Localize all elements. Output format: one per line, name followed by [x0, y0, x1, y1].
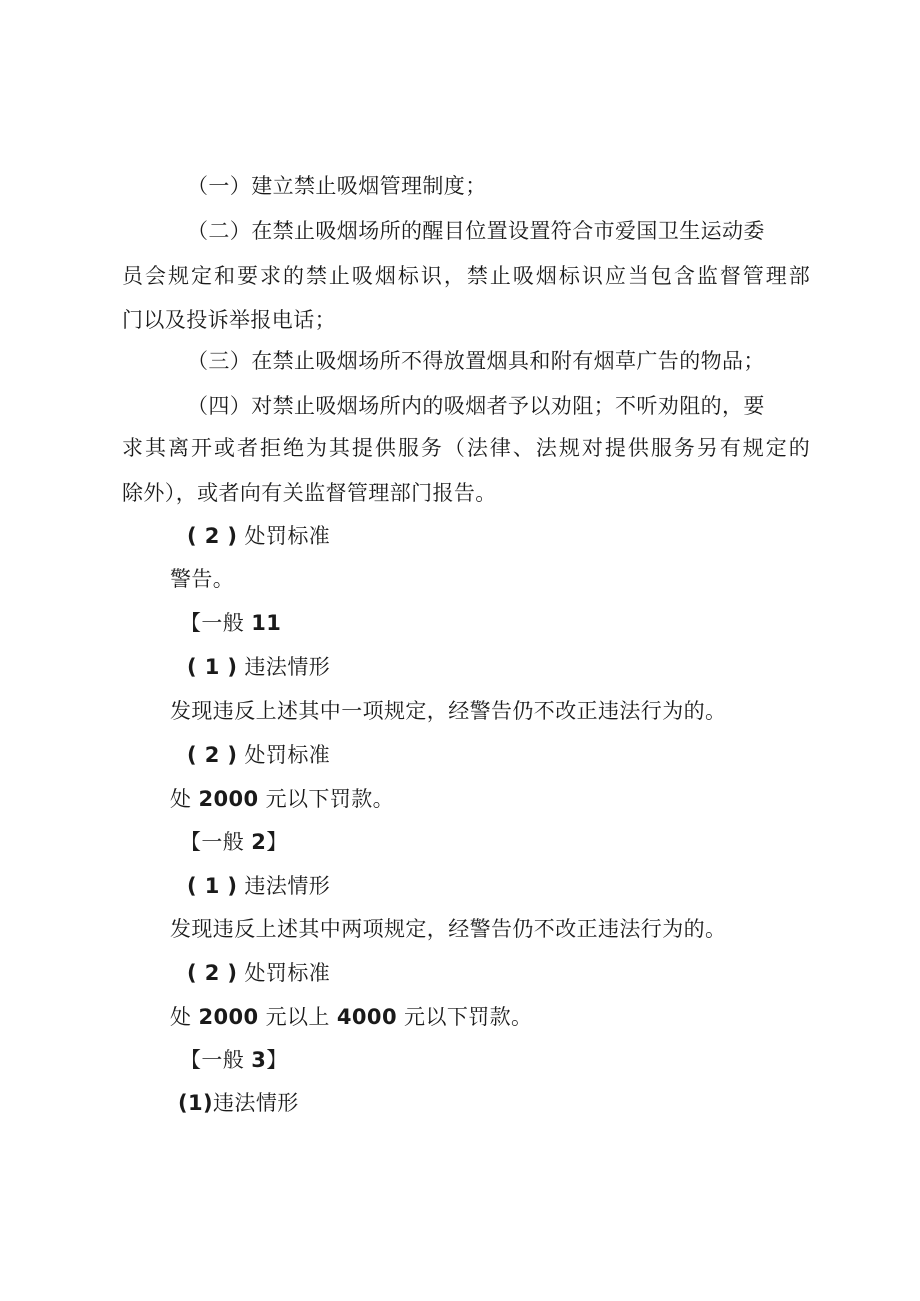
general-1-penalty-num: ( 2 ) — [187, 743, 238, 767]
penalty-standard-text: 处罚标准 — [237, 524, 331, 548]
item-2-line-3: 门以及投诉举报电话； — [122, 308, 336, 332]
general-1-situation-text: 违法情形 — [237, 655, 331, 679]
general-2-penalty-c: 元以下罚款。 — [396, 1005, 533, 1029]
penalty-standard-num: ( 2 ) — [187, 524, 238, 548]
general-1-penalty-b: 元以下罚款。 — [258, 787, 395, 811]
general-1-penalty-a: 处 — [170, 787, 199, 811]
general-3-situation-label — [178, 1088, 299, 1118]
general-1-penalty-amount: 2000 — [198, 787, 259, 811]
item-2-line-1: （二）在禁止吸烟场所的醒目位置设置符合市爱国卫生运动委 — [187, 219, 765, 243]
general-3-heading-prefix: 【一般 — [180, 1048, 252, 1072]
general-1-situation-num: ( 1 ) — [187, 655, 238, 679]
penalty-warning: 警告。 — [170, 567, 235, 591]
general-2-situation-desc: 发现违反上述其中两项规定，经警告仍不改正违法行为的。 — [170, 917, 727, 941]
item-2-line-2: 员会规定和要求的禁止吸烟标识，禁止吸烟标识应当包含监督管理部 — [122, 264, 810, 288]
item-3: （三）在禁止吸烟场所不得放置烟具和附有烟草广告的物品； — [187, 349, 765, 373]
general-1-heading-num: 11 — [251, 611, 282, 635]
general-2-penalty-num: ( 2 ) — [187, 961, 238, 985]
item-4-line-1: （四）对禁止吸烟场所内的吸烟者予以劝阻；不听劝阻的，要 — [187, 394, 765, 418]
general-1-heading-prefix: 【一般 — [180, 611, 252, 635]
general-2-situation-num: ( 1 ) — [187, 874, 238, 898]
general-3-heading-suffix: 】 — [266, 1048, 288, 1072]
item-4-line-2: 求其离开或者拒绝为其提供服务（法律、法规对提供服务另有规定的 — [122, 436, 810, 460]
general-1-penalty-desc — [170, 784, 394, 814]
general-3-heading-num: 3 — [251, 1048, 267, 1072]
penalty-standard-label — [187, 521, 330, 551]
general-2-penalty-amount-1: 2000 — [198, 1005, 259, 1029]
item-4-line-3: 除外），或者向有关监督管理部门报告。 — [122, 481, 497, 505]
general-3-heading — [180, 1045, 288, 1075]
general-2-penalty-a: 处 — [170, 1005, 199, 1029]
general-1-penalty-label — [187, 740, 330, 770]
general-1-situation-desc: 发现违反上述其中一项规定，经警告仍不改正违法行为的。 — [170, 699, 727, 723]
general-1-situation-label — [187, 652, 330, 682]
item-1: （一）建立禁止吸烟管理制度； — [187, 174, 487, 198]
general-1-penalty-text: 处罚标准 — [237, 743, 331, 767]
general-2-penalty-label — [187, 958, 330, 988]
general-2-situation-text: 违法情形 — [237, 874, 331, 898]
general-3-situation-num: (1) — [178, 1091, 214, 1115]
general-2-heading-suffix: 】 — [266, 830, 288, 854]
general-3-situation-text: 违法情形 — [213, 1091, 299, 1115]
general-2-heading — [180, 827, 288, 857]
general-2-penalty-amount-2: 4000 — [336, 1005, 397, 1029]
general-2-heading-prefix: 【一般 — [180, 830, 252, 854]
general-2-penalty-desc — [170, 1002, 532, 1032]
general-1-heading — [180, 608, 281, 638]
general-2-penalty-b: 元以上 — [258, 1005, 337, 1029]
general-2-penalty-text: 处罚标准 — [237, 961, 331, 985]
general-2-situation-label — [187, 871, 330, 901]
general-2-heading-num: 2 — [251, 830, 267, 854]
